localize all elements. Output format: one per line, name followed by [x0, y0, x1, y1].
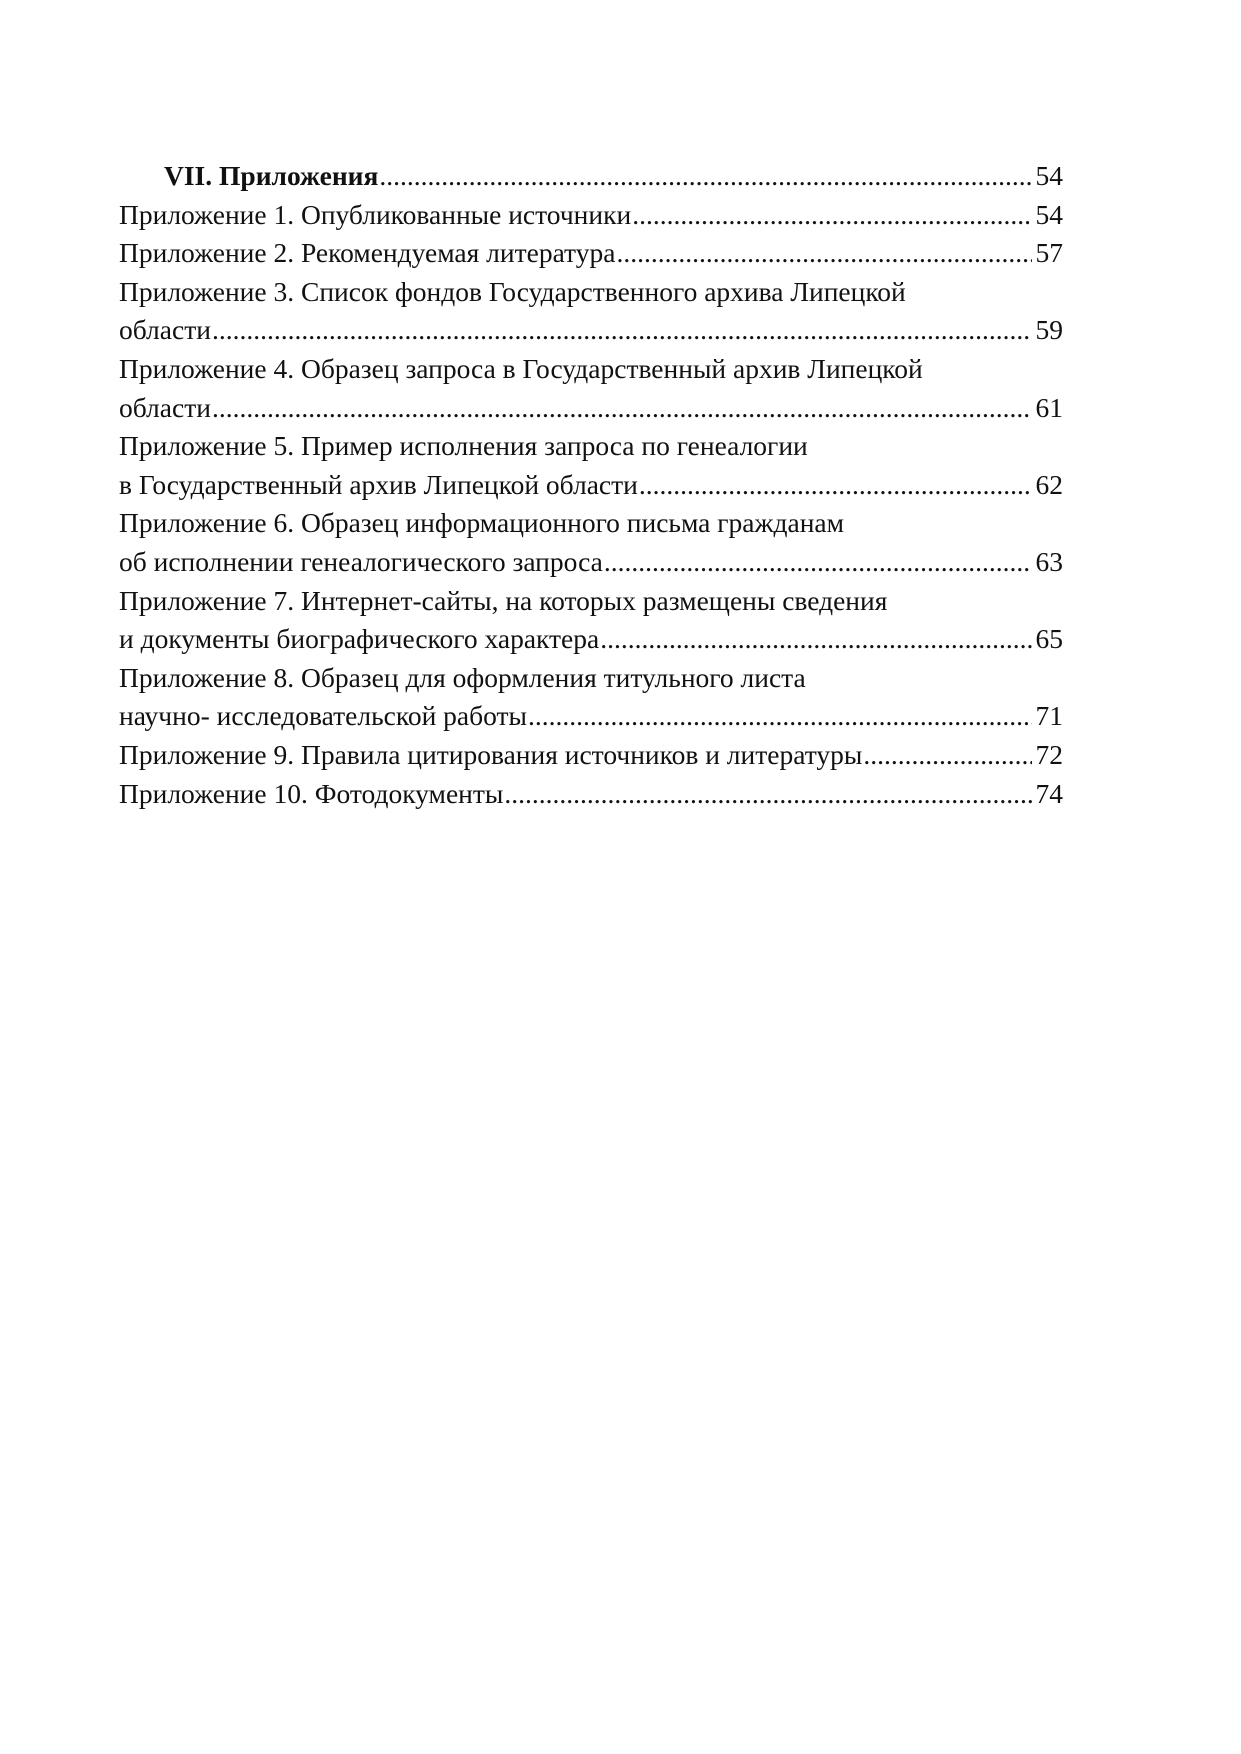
toc-entry-title-continued: области — [119, 314, 211, 346]
toc-entry-title: Приложение 2. Рекомендуемая литература — [119, 237, 616, 269]
toc-entry-line — [119, 273, 1063, 312]
page-number: 54 — [1035, 198, 1063, 230]
toc-entry-line — [119, 504, 1063, 543]
toc-entry-line — [119, 582, 1063, 621]
toc-entry[interactable] — [119, 196, 1063, 235]
toc-section-heading[interactable] — [119, 157, 1063, 196]
toc-entry[interactable] — [119, 659, 1063, 736]
dot-leader — [504, 775, 1032, 814]
toc-entry[interactable] — [119, 504, 1063, 581]
page-number: 72 — [1035, 738, 1063, 770]
toc-entry-line — [119, 427, 1063, 466]
page-number: 59 — [1035, 314, 1063, 346]
dot-leader — [639, 466, 1032, 505]
dot-leader — [212, 389, 1032, 428]
toc-entry-title-continued: научно- исследовательской работы — [119, 700, 527, 732]
toc-entry[interactable] — [119, 234, 1063, 273]
toc-entry-title: Приложение 6. Образец информационного письма гражданам — [119, 507, 845, 539]
toc-entry-title: Приложение 3. Список фондов Государственного архива Липецкой — [119, 275, 906, 307]
toc-entry-line — [119, 697, 1063, 736]
toc-section-title: VII. Приложения — [164, 160, 379, 191]
toc-entry[interactable] — [119, 582, 1063, 659]
page-number: 71 — [1035, 700, 1063, 732]
page-number: 63 — [1035, 545, 1063, 577]
toc-entry-line — [119, 389, 1063, 428]
toc-entry-title: Приложение 10. Фотодокументы — [119, 777, 504, 809]
dot-leader — [528, 697, 1032, 736]
page-number: 62 — [1035, 468, 1063, 500]
dot-leader — [632, 196, 1032, 235]
toc-entry-line — [119, 543, 1063, 582]
toc-entry-title: Приложение 8. Образец для оформления титульного листа — [119, 661, 806, 693]
toc-entry-title: Приложение 1. Опубликованные источники — [119, 198, 632, 230]
toc-entry-title: Приложение 5. Пример исполнения запроса по генеалогии — [119, 430, 808, 462]
toc-entry-title: Приложение 9. Правила цитирования источников и литературы — [119, 738, 863, 770]
toc-entry[interactable] — [119, 736, 1063, 775]
dot-leader — [604, 543, 1032, 582]
dot-leader — [600, 620, 1032, 659]
toc-entry-title-continued: в Государственный архив Липецкой области — [119, 468, 638, 500]
page-number: 61 — [1035, 391, 1063, 423]
toc-entry-title-continued: об исполнении генеалогического запроса — [119, 545, 603, 577]
toc-entry-title-continued: и документы биографического характера — [119, 623, 600, 655]
toc-entry-line — [119, 466, 1063, 505]
toc-entry[interactable] — [119, 775, 1063, 814]
toc-entry-title-continued: области — [119, 391, 211, 423]
dot-leader — [379, 157, 1032, 196]
page-number: 74 — [1035, 777, 1063, 809]
dot-leader — [863, 736, 1032, 775]
toc-entry[interactable] — [119, 427, 1063, 504]
toc-entry[interactable] — [119, 273, 1063, 350]
table-of-contents — [119, 157, 1063, 813]
toc-entry-line — [119, 659, 1063, 698]
dot-leader — [212, 311, 1032, 350]
toc-entry-title: Приложение 4. Образец запроса в Государственный архив Липецкой — [119, 352, 923, 384]
toc-entry[interactable] — [119, 350, 1063, 427]
toc-entry-line — [119, 620, 1063, 659]
toc-entry-title: Приложение 7. Интернет-сайты, на которых размещены сведения — [119, 584, 888, 616]
dot-leader — [616, 234, 1032, 273]
toc-entry-line — [119, 350, 1063, 389]
toc-entry-line — [119, 311, 1063, 350]
page-number: 57 — [1035, 237, 1063, 269]
page-number: 65 — [1035, 623, 1063, 655]
page-number: 54 — [1035, 160, 1063, 191]
